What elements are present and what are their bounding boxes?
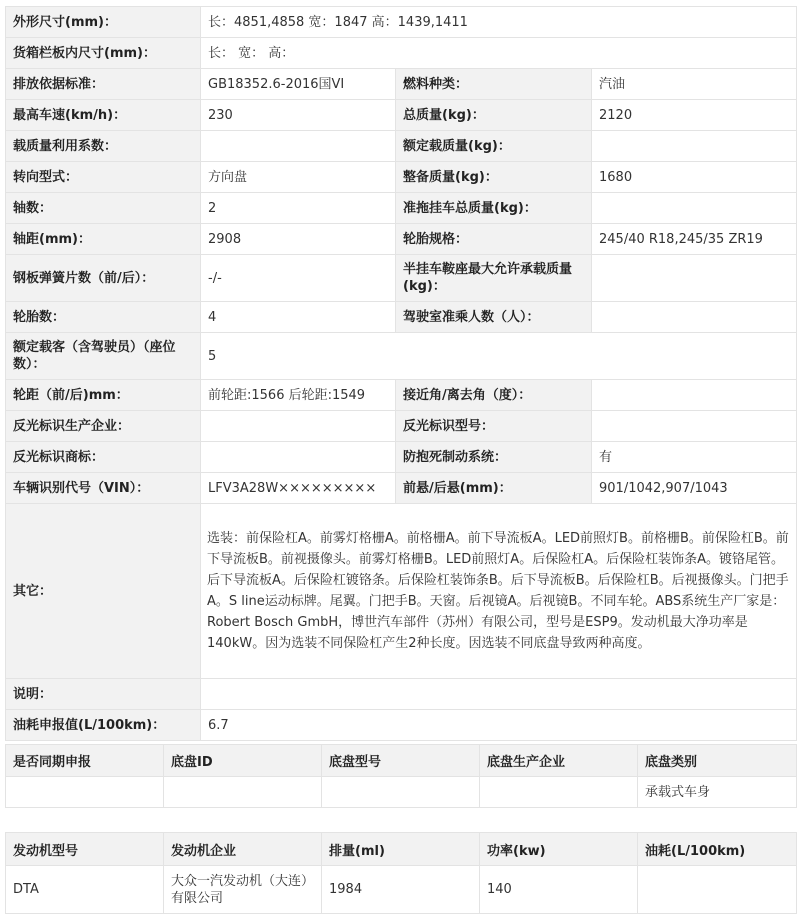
vin-value: LFV3A28W×××××××××	[201, 473, 396, 504]
spec-row	[6, 38, 797, 69]
engine-header-cell: 油耗(L/100km)	[638, 833, 797, 866]
total-mass-value: 2120	[592, 100, 797, 131]
cargo-box-label: 货箱栏板内尺寸(mm)：	[6, 38, 201, 69]
engine-header-cell: 发动机企业	[164, 833, 322, 866]
engine-cell: 1984	[322, 866, 480, 914]
wheelbase-label: 轴距(mm)：	[6, 224, 201, 255]
dimensions-label: 外形尺寸(mm)：	[6, 7, 201, 38]
leaf-springs-value: -/-	[201, 255, 396, 302]
reflector-brand-value	[201, 442, 396, 473]
engine-header-row	[6, 833, 797, 866]
spec-row	[6, 131, 797, 162]
max-speed-value: 230	[201, 100, 396, 131]
spec-row	[6, 442, 797, 473]
spec-row	[6, 504, 797, 679]
max-speed-label: 最高车速(km/h)：	[6, 100, 201, 131]
engine-header-cell: 功率(kw)	[480, 833, 638, 866]
cargo-box-value: 长： 宽： 高：	[201, 38, 797, 69]
chassis-cell	[164, 777, 322, 808]
cab-passengers-value	[592, 302, 797, 333]
cab-passengers-label: 驾驶室准乘人数（人）：	[396, 302, 592, 333]
spec-row	[6, 380, 797, 411]
notes-label: 说明：	[6, 679, 201, 710]
dimensions-value: 长：4851,4858 宽：1847 高：1439,1411	[201, 7, 797, 38]
vin-label: 车辆识别代号（VIN）：	[6, 473, 201, 504]
wheelbase-value: 2908	[201, 224, 396, 255]
engine-header-cell: 发动机型号	[6, 833, 164, 866]
spec-row	[6, 69, 797, 100]
spec-row	[6, 333, 797, 380]
overhang-value: 901/1042,907/1043	[592, 473, 797, 504]
engine-row	[6, 866, 797, 914]
steering-value: 方向盘	[201, 162, 396, 193]
load-util-value	[201, 131, 396, 162]
abs-value: 有	[592, 442, 797, 473]
curb-mass-label: 整备质量(kg)：	[396, 162, 592, 193]
fuel-consumption-label: 油耗申报值(L/100km)：	[6, 710, 201, 741]
engine-cell: 140	[480, 866, 638, 914]
tire-spec-label: 轮胎规格：	[396, 224, 592, 255]
chassis-header-cell: 底盘生产企业	[480, 745, 638, 777]
spec-row	[6, 255, 797, 302]
reflector-maker-value	[201, 411, 396, 442]
chassis-row	[6, 777, 797, 808]
spec-row	[6, 411, 797, 442]
engine-cell: 大众一汽发动机（大连）有限公司	[164, 866, 322, 914]
fuel-value: 汽油	[592, 69, 797, 100]
notes-value	[201, 679, 797, 710]
chassis-header-cell: 底盘类别	[638, 745, 797, 777]
steering-label: 转向型式：	[6, 162, 201, 193]
other-label: 其它：	[6, 504, 201, 679]
saddle-load-value	[592, 255, 797, 302]
chassis-table	[5, 744, 797, 808]
abs-label: 防抱死制动系统：	[396, 442, 592, 473]
spec-row	[6, 100, 797, 131]
chassis-cell	[480, 777, 638, 808]
axles-label: 轴数：	[6, 193, 201, 224]
spec-row	[6, 302, 797, 333]
chassis-cell	[322, 777, 480, 808]
reflector-model-label: 反光标识型号：	[396, 411, 592, 442]
tires-label: 轮胎数：	[6, 302, 201, 333]
emission-value: GB18352.6-2016国VI	[201, 69, 396, 100]
tires-value: 4	[201, 302, 396, 333]
reflector-model-value	[592, 411, 797, 442]
engine-table	[5, 832, 797, 914]
trailer-mass-label: 准拖挂车总质量(kg)：	[396, 193, 592, 224]
chassis-header-cell: 底盘型号	[322, 745, 480, 777]
other-value: 选装：前保险杠A。前雾灯格栅A。前格栅A。前下导流板A。LED前照灯B。前格栅B。前保险杠B。前下导流板B。前视摄像头。前雾灯格栅B。LED前照灯A。后保险杠A。后保险杠装饰条A。镀铬尾管。后下导流板A。后保险杠镀铬条。后保险杠装饰条B。后下导流板B。后保险杠B。后视摄像头。门把手A。S line运动标牌。尾翼。门把手B。天窗。后视镜A。后视镜B。不同车轮。ABS系统生产厂家是：Robert Bosch GmbH，博世汽车部件（苏州）有限公司，型号是ESP9。发动机最大净功率是140kW。因为选装不同保险杠产生2种长度。因选装不同底盘导致两种高度。	[201, 504, 797, 679]
engine-cell	[638, 866, 797, 914]
chassis-cell: 承载式车身	[638, 777, 797, 808]
tire-spec-value: 245/40 R18,245/35 ZR19	[592, 224, 797, 255]
load-util-label: 载质量利用系数：	[6, 131, 201, 162]
chassis-header-row	[6, 745, 797, 777]
rated-load-value	[592, 131, 797, 162]
rated-load-label: 额定载质量(kg)：	[396, 131, 592, 162]
spec-row	[6, 193, 797, 224]
track-value: 前轮距:1566 后轮距:1549	[201, 380, 396, 411]
spec-row	[6, 7, 797, 38]
seats-label: 额定载客（含驾驶员）（座位数）：	[6, 333, 201, 380]
engine-header-cell: 排量(ml)	[322, 833, 480, 866]
reflector-maker-label: 反光标识生产企业：	[6, 411, 201, 442]
chassis-header-cell: 底盘ID	[164, 745, 322, 777]
fuel-consumption-value: 6.7	[201, 710, 797, 741]
spec-table	[5, 6, 797, 741]
reflector-brand-label: 反光标识商标：	[6, 442, 201, 473]
spec-row	[6, 162, 797, 193]
total-mass-label: 总质量(kg)：	[396, 100, 592, 131]
spec-row	[6, 710, 797, 741]
axles-value: 2	[201, 193, 396, 224]
angles-label: 接近角/离去角（度）：	[396, 380, 592, 411]
chassis-header-cell: 是否同期申报	[6, 745, 164, 777]
curb-mass-value: 1680	[592, 162, 797, 193]
overhang-label: 前悬/后悬(mm)：	[396, 473, 592, 504]
spec-row	[6, 473, 797, 504]
fuel-label: 燃料种类：	[396, 69, 592, 100]
trailer-mass-value	[592, 193, 797, 224]
spec-row	[6, 224, 797, 255]
spec-row	[6, 679, 797, 710]
angles-value	[592, 380, 797, 411]
track-label: 轮距（前/后)mm：	[6, 380, 201, 411]
saddle-load-label: 半挂车鞍座最大允许承载质量(kg)：	[396, 255, 592, 302]
seats-value: 5	[201, 333, 797, 380]
leaf-springs-label: 钢板弹簧片数（前/后）：	[6, 255, 201, 302]
emission-label: 排放依据标准：	[6, 69, 201, 100]
chassis-cell	[6, 777, 164, 808]
engine-cell: DTA	[6, 866, 164, 914]
